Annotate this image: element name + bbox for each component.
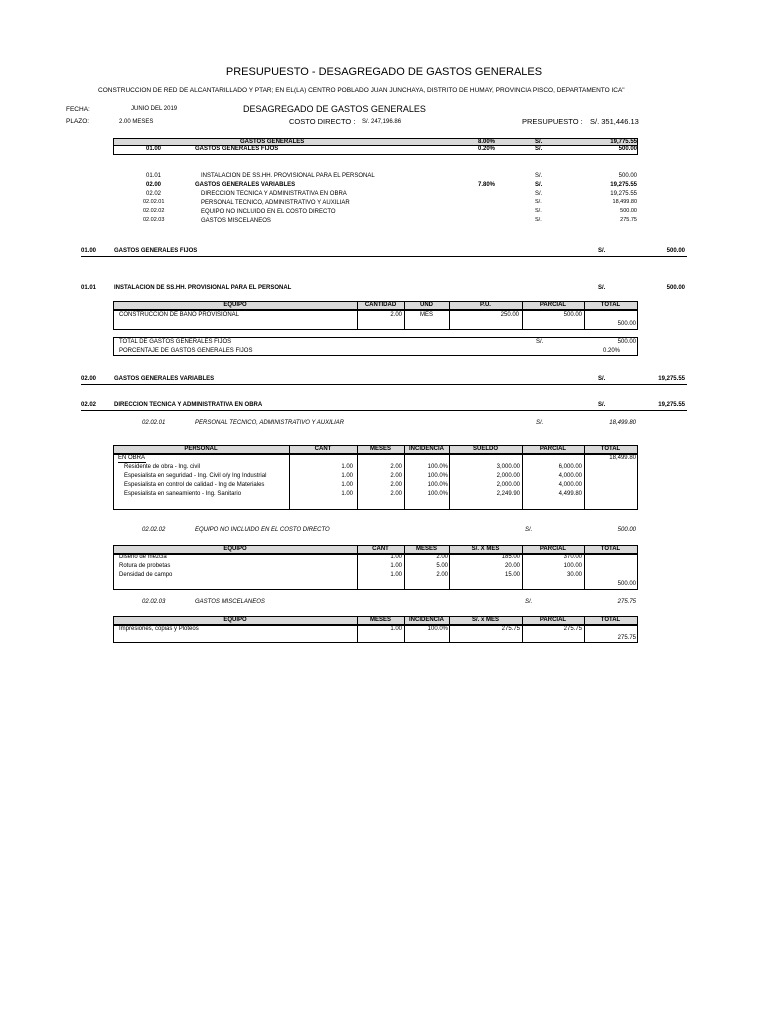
presupuesto-value: S/. 351,446.13: [590, 117, 639, 126]
summary-row-amount: 500.00: [618, 146, 637, 152]
t2-row-sueldo: 2,249.90: [496, 491, 520, 497]
section-020202-desc: EQUIPO NO INCLUIDO EN EL COSTO DIRECTO: [195, 527, 330, 533]
page-title: PRESUPUESTO - DESAGREGADO DE GASTOS GENERALES: [225, 66, 543, 78]
summary-border-right: [637, 146, 638, 154]
t2-row-desc: Residente de obra - Ing. civil: [124, 464, 201, 470]
summary-row-cur: S/.: [535, 199, 542, 205]
section-0202-rule: [81, 410, 687, 411]
section-0101-code: 01.01: [81, 285, 97, 291]
t2-row-cant: 1.00: [341, 491, 353, 497]
t2-row-parcial: 6,000.00: [558, 464, 582, 470]
t2-row-meses: 2.00: [390, 464, 402, 470]
t2-header-sueldo: SUELDO: [472, 446, 498, 452]
t2-row-sueldo: 2,000.00: [496, 482, 520, 488]
t2-row-cant: 1.00: [341, 464, 353, 470]
summary-row-amount: 18,499.80: [612, 199, 637, 205]
t3-row-meses: 2.00: [436, 572, 448, 578]
t1-total: 500.00: [617, 321, 636, 327]
t2-row-parcial: 4,499.80: [558, 491, 582, 497]
t3-row-meses: 5.00: [436, 563, 448, 569]
t1-header-und: UND: [420, 302, 433, 308]
t2-header-meses: MESES: [369, 446, 391, 452]
summary-row-cur: S/.: [535, 182, 543, 188]
summary-row-desc: EQUIPO NO INCLUIDO EN EL COSTO DIRECTO: [201, 209, 336, 215]
t3-row-cant: 1.00: [390, 572, 402, 578]
plazo-value: 2.00 MESES: [119, 119, 154, 125]
section-0202-code: 02.02: [81, 402, 97, 408]
t3-row-desc: Rotura de probetas: [119, 563, 171, 569]
section-020201-desc: PERSONAL TECNICO, ADMINISTRATIVO Y AUXILIAR: [195, 420, 345, 426]
t1-row-parcial: 500.00: [563, 312, 582, 318]
summary-border-left: [113, 146, 114, 154]
t2-row-meses: 2.00: [390, 473, 402, 479]
t2-row-incidencia: 100.0%: [427, 491, 448, 497]
t4-total: 275.75: [617, 635, 636, 641]
summary-row-desc: DIRECCION TECNICA Y ADMINISTRATIVA EN OBRA: [201, 191, 347, 197]
summary-row-cur: S/.: [535, 217, 542, 223]
t2-row-incidencia: 100.0%: [427, 464, 448, 470]
t4-header-total: TOTAL: [600, 617, 621, 623]
summary-row-pct: 0.20%: [478, 146, 496, 152]
summary-header-cur: S/.: [535, 139, 543, 145]
section-020202-amount: 500.00: [617, 527, 636, 533]
t3-header-equipo: EQUIPO: [223, 546, 247, 552]
t1-header-p-u: P.U.: [480, 302, 491, 308]
t4-row-desc: Impresiones, copias y Ploteos: [119, 626, 199, 632]
t1-sum1-label: TOTAL DE GASTOS GENERALES FIJOS: [119, 339, 232, 345]
t2-row-desc: Espesialista en seguridad - Ing. Civil o/y Ing Industrial: [124, 473, 267, 479]
section-020203-code: 02.02.03: [142, 599, 166, 605]
section-0200-desc: GASTOS GENERALES VARIABLES: [114, 376, 215, 382]
t2-row-meses: 2.00: [390, 482, 402, 488]
section-0101-amount: 500.00: [666, 285, 685, 291]
t1-sum1-value: 500.00: [617, 339, 636, 345]
t3-header-parcial: PARCIAL: [539, 546, 567, 552]
section-020202-code: 02.02.02: [142, 527, 166, 533]
t3-row-desc: Diseño de mezcla: [119, 554, 167, 560]
summary-row-code: 01.01: [146, 173, 162, 179]
section-020201-code: 02.02.01: [142, 420, 166, 426]
t2-header-cant: CANT: [314, 446, 332, 452]
t2-group-total: 18,499.80: [609, 455, 636, 461]
t4-header-equipo: EQUIPO: [223, 617, 247, 623]
t3-row-xmes: 185.00: [501, 554, 520, 560]
summary-row-code: 02.02: [146, 191, 162, 197]
t3-row-parcial: 370.00: [563, 554, 582, 560]
summary-border-bottom: [113, 154, 638, 155]
t1-header-parcial: PARCIAL: [539, 302, 567, 308]
t2-row-cant: 1.00: [341, 473, 353, 479]
t3-row-cant: 1.00: [390, 554, 402, 560]
summary-row-cur: S/.: [535, 191, 543, 197]
t2-row-parcial: 4,000.00: [558, 482, 582, 488]
t1-col-divider: [584, 310, 585, 330]
section-0200-amount: 19,275.55: [658, 376, 685, 382]
section-0202-amount: 19,275.55: [658, 402, 685, 408]
t2-row-cant: 1.00: [341, 482, 353, 488]
summary-row-code: 02.02.02: [143, 208, 165, 214]
t4-row-parcial: 275.75: [563, 626, 582, 632]
t2-row-sueldo: 2,000.00: [496, 473, 520, 479]
summary-header-pct: 8.00%: [478, 139, 496, 145]
summary-row-desc: GASTOS MISCELANEOS: [201, 218, 271, 224]
t1-sum2-label: PORCENTAJE DE GASTOS GENERALES FIJOS: [119, 348, 253, 354]
summary-row-desc: GASTOS GENERALES FIJOS: [195, 146, 279, 152]
t3-row-xmes: 20.00: [504, 563, 520, 569]
t4-header-incidencia: INCIDENCIA: [408, 617, 444, 623]
t3-row-meses: 2.00: [436, 554, 448, 560]
section-020203-cur: S/.: [525, 599, 533, 605]
t2-row-desc: Espesialista en saneamiento - Ing. Sanitario: [124, 491, 242, 497]
t3-header-total: TOTAL: [600, 546, 621, 552]
summary-row-amount: 500.00: [620, 208, 637, 214]
t4-header-meses: MESES: [369, 617, 391, 623]
t3-header-s-x-mes: S/. X MES: [471, 546, 500, 552]
project-name: CONSTRUCCION DE RED DE ALCANTARILLADO Y PTAR; EN EL(LA) CENTRO POBLADO JUAN JUNCHAYA, DISTRITO DE HUMAY, PROVINCIA PISCO, DEPARTAMENTO ICA": [98, 87, 625, 94]
section-020203-amount: 275.75: [617, 599, 636, 605]
t2-group-label: EN OBRA: [118, 455, 146, 461]
section-0101-desc: INSTALACION DE SS.HH. PROVISIONAL PARA EL PERSONAL: [114, 285, 292, 291]
summary-row-cur: S/.: [535, 146, 543, 152]
t3-row-cant: 1.00: [390, 563, 402, 569]
t2-header-parcial: PARCIAL: [539, 446, 567, 452]
summary-row-amount: 19,275.55: [610, 191, 637, 197]
t2-header-total: TOTAL: [600, 446, 621, 452]
summary-row-cur: S/.: [535, 208, 542, 214]
summary-row-amount: 19,275.55: [610, 182, 637, 188]
summary-row-code: 02.02.01: [143, 199, 165, 205]
summary-row-pct: 7.80%: [478, 182, 496, 188]
t3-row-desc: Densidad de campo: [119, 572, 173, 578]
t1-sum1-cur: S/.: [536, 339, 544, 345]
t3-header-cant: CANT: [372, 546, 389, 552]
section-0100-code: 01.00: [81, 248, 97, 254]
section-0100-cur: S/.: [598, 248, 606, 254]
presupuesto-label: PRESUPUESTO :: [522, 117, 583, 126]
section-020201-amount: 18,499.80: [609, 420, 636, 426]
t4-row-xmes: 275.75: [501, 626, 520, 632]
t3-header-meses: MESES: [415, 546, 437, 552]
t1-row-pu: 250.00: [500, 312, 519, 318]
section-0202-desc: DIRECCION TECNICA Y ADMINISTRATIVA EN OBRA: [114, 402, 263, 408]
t1-row-und: MES: [420, 312, 434, 318]
t2-group-underline: [118, 462, 146, 463]
summary-row-desc: INSTALACION DE SS.HH. PROVISIONAL PARA EL PERSONAL: [201, 173, 375, 179]
t1-header-total: TOTAL: [600, 302, 621, 308]
t1-row-cant: 2.00: [390, 312, 402, 318]
costo-directo-value: S/. 247,196.86: [362, 119, 402, 125]
t4-header-parcial: PARCIAL: [539, 617, 567, 623]
summary-row-amount: 500.00: [618, 173, 637, 179]
section-020201-cur: S/.: [536, 420, 544, 426]
t3-total: 500.00: [617, 581, 636, 587]
t2-row-incidencia: 100.0%: [427, 473, 448, 479]
t1-header-equipo: EQUIPO: [223, 302, 247, 308]
section-0100-rule: [81, 256, 687, 257]
summary-row-code: 02.00: [146, 182, 162, 188]
fecha-label: FECHA:: [66, 106, 90, 113]
section-020203-desc: GASTOS MISCELANEOS: [195, 599, 265, 605]
t3-row-parcial: 100.00: [563, 563, 582, 569]
summary-header-bar: [113, 138, 638, 146]
t1-col-divider: [404, 310, 405, 330]
t1-row-desc: CONSTRUCCION DE BAÑO PROVISIONAL: [119, 312, 240, 318]
section-0100-desc: GASTOS GENERALES FIJOS: [114, 248, 198, 254]
section-0200-rule: [81, 384, 687, 385]
section-0202-cur: S/.: [598, 402, 606, 408]
summary-row-amount: 275.75: [620, 217, 637, 223]
summary-header-amount: 19,775.55: [610, 139, 637, 145]
t3-row-parcial: 30.00: [566, 572, 582, 578]
t4-header-s-x-mes: S/. x MES: [471, 617, 499, 623]
plazo-label: PLAZO:: [66, 118, 90, 125]
subtitle: DESAGREGADO DE GASTOS GENERALES: [243, 104, 426, 114]
summary-row-desc: PERSONAL TECNICO, ADMINISTRATIVO Y AUXILIAR: [201, 200, 350, 206]
summary-header-label: GASTOS GENERALES: [240, 139, 305, 145]
summary-row-code: 02.02.03: [143, 217, 165, 223]
fecha-value: JUNIO DEL 2019: [131, 106, 178, 112]
summary-row-desc: GASTOS GENERALES VARIABLES: [195, 182, 296, 188]
t2-col-divider: [584, 454, 585, 510]
summary-row-cur: S/.: [535, 173, 543, 179]
t4-row-incidencia: 100.0%: [427, 626, 448, 632]
section-0200-cur: S/.: [598, 376, 606, 382]
t2-header-incidencia: INCIDENCIA: [408, 446, 444, 452]
section-0100-amount: 500.00: [666, 248, 685, 254]
section-0101-cur: S/.: [598, 285, 606, 291]
t2-header-personal: PERSONAL: [184, 446, 218, 452]
t2-row-meses: 2.00: [390, 491, 402, 497]
section-0200-code: 02.00: [81, 376, 97, 382]
t2-row-incidencia: 100.0%: [427, 482, 448, 488]
t2-row-desc: Espesialista en control de calidad - Ing de Materiales: [124, 482, 265, 488]
summary-row-code: 01.00: [146, 146, 162, 152]
t2-row-parcial: 4,000.00: [558, 473, 582, 479]
t1-header-cantidad: CANTIDAD: [364, 302, 397, 308]
section-020202-cur: S/.: [525, 527, 533, 533]
t4-row-meses: 1.00: [390, 626, 402, 632]
t3-row-xmes: 15.00: [504, 572, 520, 578]
costo-directo-label: COSTO DIRECTO :: [289, 117, 356, 126]
t1-sum2-value: 0.20%: [602, 348, 620, 354]
t2-row-sueldo: 3,000.00: [496, 464, 520, 470]
